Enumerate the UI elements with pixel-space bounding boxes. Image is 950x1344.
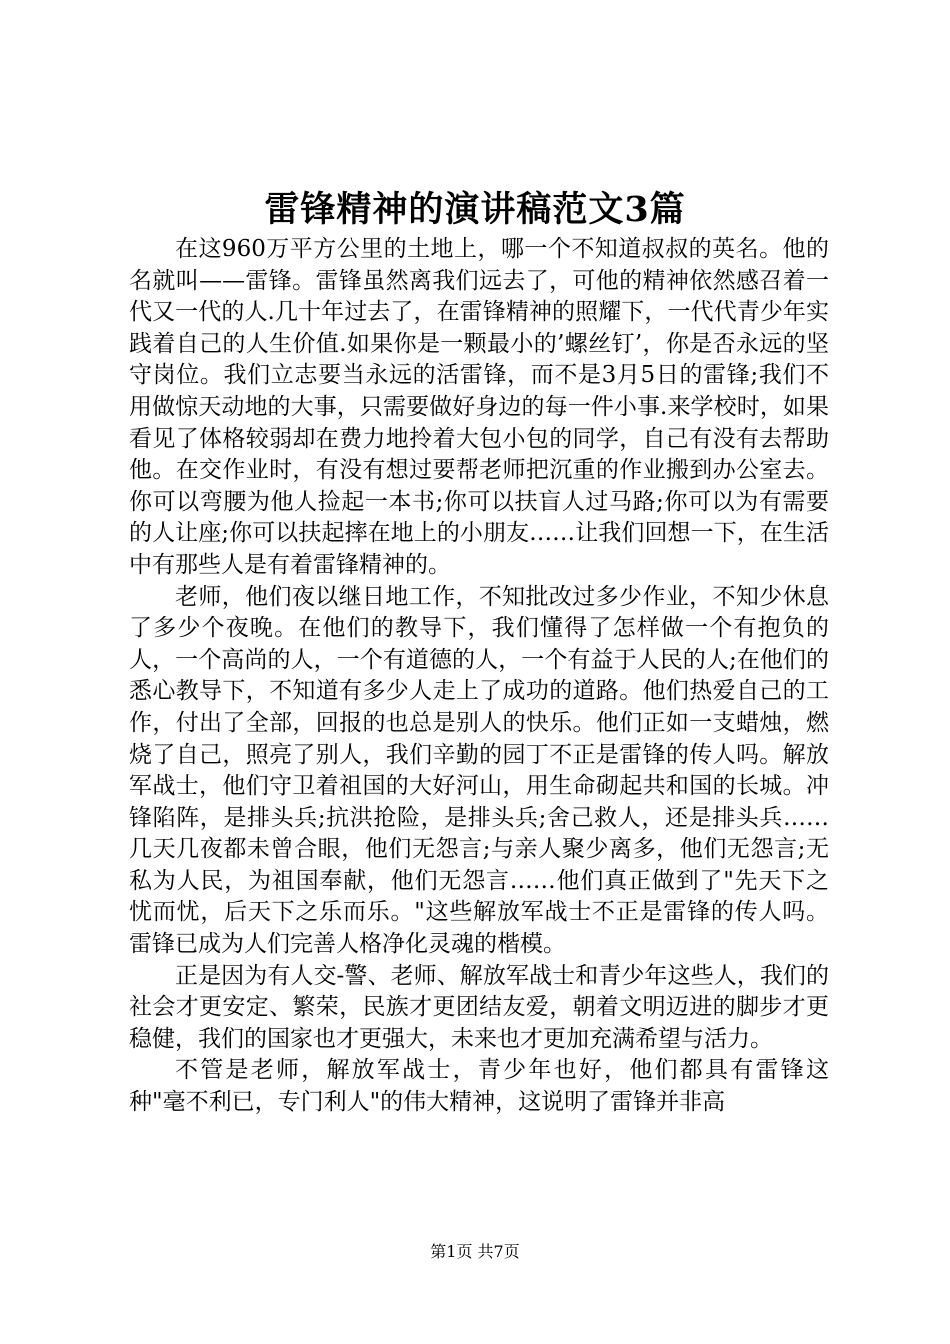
document-title: 雷锋精神的演讲稿范文3篇 xyxy=(264,189,686,230)
page-footer: 第1页 共7页 xyxy=(430,1242,520,1261)
paragraph-2: 老师，他们夜以继日地工作，不知批改过多少作业，不知少休息了多少个夜晚。在他们的教导下，我们懂得了怎样做一个有抱负的人，一个高尚的人，一个有道德的人，一个有益于人民的人;在他们的悉心教导下，不知道有多少人走上了成功的道路。他们热爱自己的工作，付出了全部，回报的也总是别人的快乐。他们正如一支蜡烛，燃烧了自己，照亮了别人，我们辛勤的园丁不正是雷锋的传人吗。解放军战士，他们守卫着祖国的大好河山，用生命砌起共和国的长城。冲锋陷阵，是排头兵;抗洪抢险，是排头兵;舍己救人，还是排头兵……几天几夜都未曾合眼，他们无怨言;与亲人聚少离多，他们无怨言;无私为人民，为祖国奉献，他们无怨言……他们真正做到了"先天下之忧而忧，后天下之乐而乐。"这些解放军战士不正是雷锋的传人吗。雷锋已成为人们完善人格净化灵魂的楷模。 xyxy=(129,583,829,958)
paragraph-1: 在这960万平方公里的土地上，哪一个不知道叔叔的英名。他的名就叫——雷锋。雷锋虽然离我们远去了，可他的精神依然感召着一代又一代的人.几十年过去了，在雷锋精神的照耀下，一代代青少年实践着自己的人生价值.如果你是一颗最小的’螺丝钉’，你是否永远的坚守岗位。我们立志要当永远的活雷锋，而不是3月5日的雷锋;我们不用做惊天动地的大事，只需要做好身边的每一件小事.来学校时，如果看见了体格较弱却在费力地拎着大包小包的同学，自己有没有去帮助他。在交作业时，有没有想过要帮老师把沉重的作业搬到办公室去。你可以弯腰为他人捡起一本书;你可以扶盲人过马路;你可以为有需要的人让座;你可以扶起摔在地上的小朋友……让我们回想一下，在生活中有那些人是有着雷锋精神的。 xyxy=(129,236,829,578)
document-body xyxy=(129,234,829,1119)
paragraph-3: 正是因为有人交-警、老师、解放军战士和青少年这些人，我们的社会才更安定、繁荣，民族才更团结友爱，朝着文明迈进的脚步才更稳健，我们的国家也才更强大，未来也才更加充满希望与活力。 xyxy=(129,962,829,1052)
paragraph-4: 不管是老师，解放军战士，青少年也好，他们都具有雷锋这种"毫不利已，专门利人"的伟大精神，这说明了雷锋并非高 xyxy=(129,1057,829,1116)
